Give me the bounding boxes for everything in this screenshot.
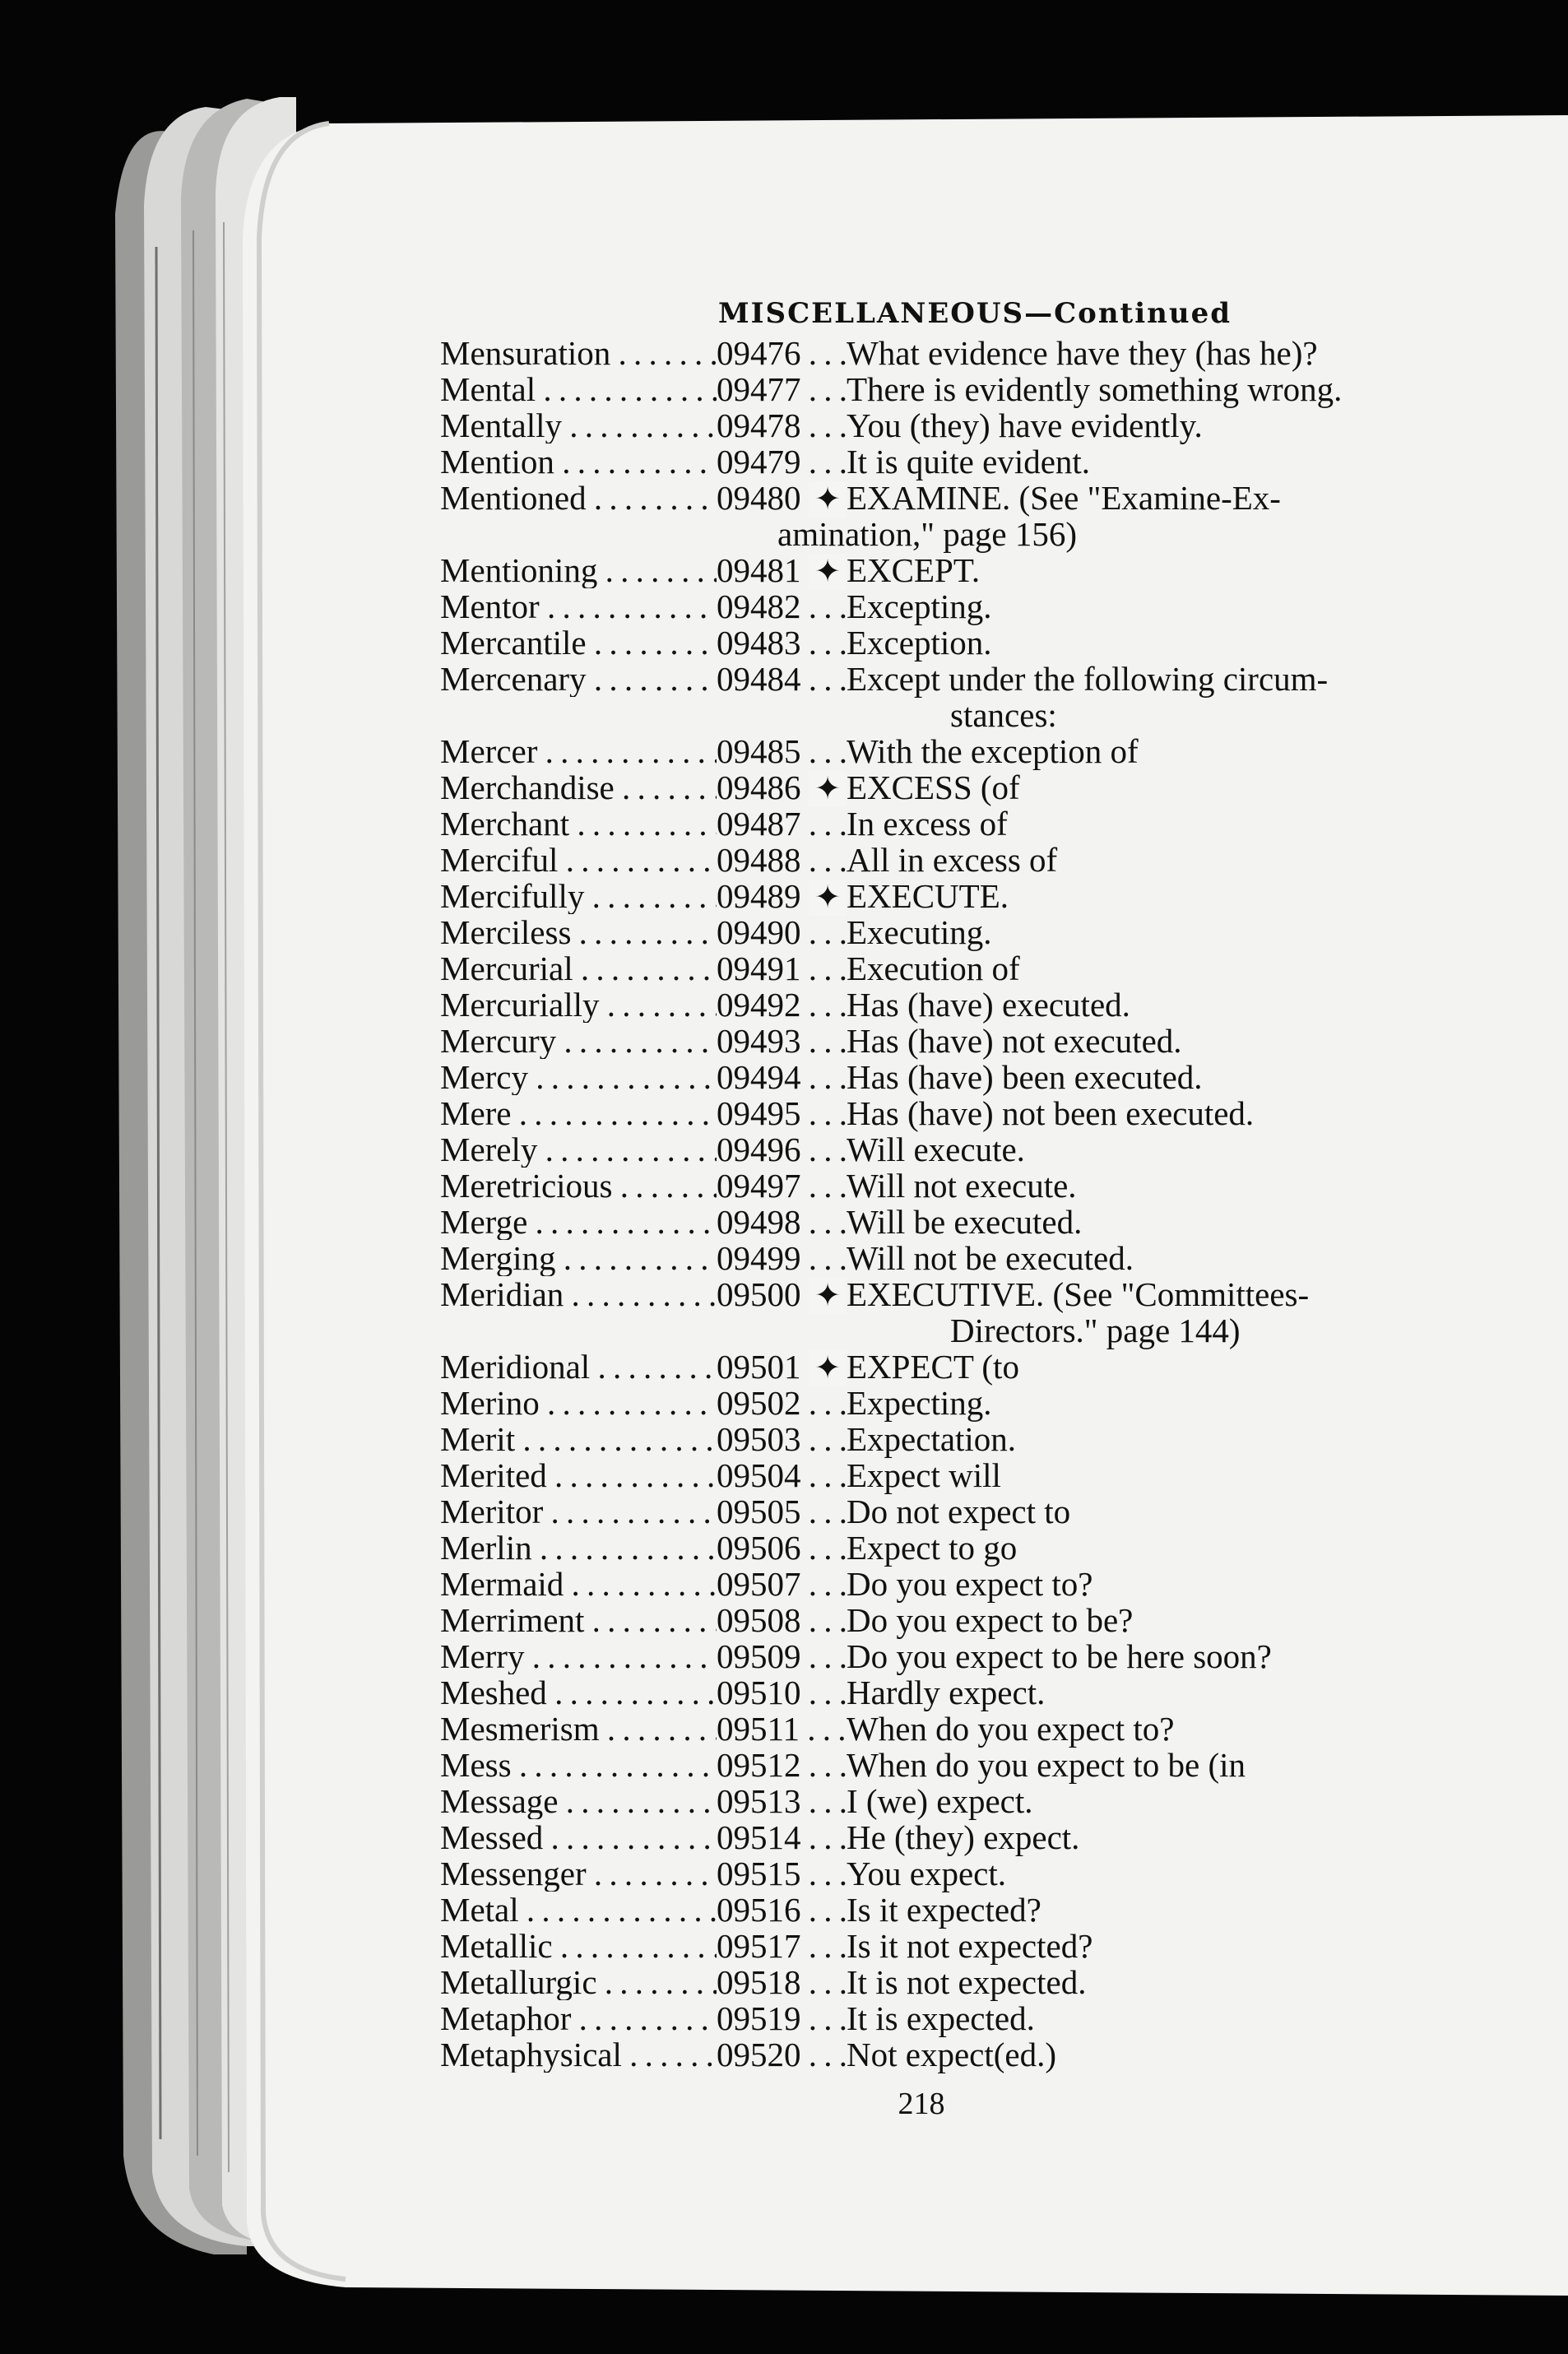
entry-word: Merit . . . bbox=[440, 1421, 717, 1457]
entry-meaning-continuation: amination," page 156) bbox=[777, 515, 1077, 553]
code-entry bbox=[440, 1493, 1542, 1530]
entry-code: 09504 . . . bbox=[717, 1457, 847, 1493]
code-entry bbox=[440, 1566, 1542, 1602]
entry-word: Meretricious . . . bbox=[440, 1168, 717, 1204]
code-entry bbox=[440, 1385, 1542, 1421]
entry-meaning: EXECUTE. bbox=[847, 877, 1009, 915]
section-heading: MISCELLANEOUS—Continued bbox=[718, 297, 1232, 330]
code-entry bbox=[440, 1711, 1542, 1747]
code-entry bbox=[440, 806, 1542, 842]
entry-code: 09518 . . . bbox=[717, 1964, 847, 2000]
entry-word: Meshed . . . bbox=[440, 1674, 717, 1711]
entry-meaning: Will not be executed. bbox=[847, 1239, 1134, 1277]
entry-word: Merely . . . bbox=[440, 1131, 717, 1168]
entry-meaning: EXCESS (of bbox=[847, 768, 1020, 806]
entry-meaning: Hardly expect. bbox=[847, 1674, 1046, 1711]
entry-code: 09479 . . . bbox=[717, 443, 847, 480]
entry-meaning: Expectation. bbox=[847, 1420, 1017, 1458]
entry-meaning: In excess of bbox=[847, 805, 1008, 843]
entry-code: 09491 . . . bbox=[717, 950, 847, 987]
entry-code: 09487 . . . bbox=[717, 806, 847, 842]
entry-word: Mercury . . . bbox=[440, 1023, 717, 1059]
entry-word: Mess . . . bbox=[440, 1747, 717, 1783]
entry-code: 09513 . . . bbox=[717, 1783, 847, 1819]
entry-word: Mentioning . . . bbox=[440, 552, 717, 588]
entry-word: Mesmerism . . . bbox=[440, 1711, 717, 1747]
entry-meaning: Exception. bbox=[847, 624, 992, 662]
entry-word: Mercenary . . . bbox=[440, 661, 717, 697]
code-entry bbox=[440, 1638, 1542, 1674]
entry-meaning: Has (have) been executed. bbox=[847, 1058, 1203, 1096]
entry-meaning: Except under the following circum- bbox=[847, 660, 1329, 698]
entry-word: Meridional . . . bbox=[440, 1349, 717, 1385]
code-entry-list bbox=[440, 335, 1542, 2073]
entry-word: Mercifully . . . bbox=[440, 878, 717, 914]
entry-word: Mere . . . bbox=[440, 1095, 717, 1131]
entry-word: Merited . . . bbox=[440, 1457, 717, 1493]
star-icon: ✦ bbox=[809, 771, 847, 807]
entry-word: Mercer . . . bbox=[440, 733, 717, 769]
entry-code: 09488 . . . bbox=[717, 842, 847, 878]
entry-code: 09512 . . . bbox=[717, 1747, 847, 1783]
entry-word: Merriment . . . bbox=[440, 1602, 717, 1638]
entry-code: 09498 . . . bbox=[717, 1204, 847, 1240]
entry-word: Merchandise . . . bbox=[440, 769, 717, 806]
entry-meaning: Expecting. bbox=[847, 1384, 992, 1422]
entry-word: Mercurially . . . bbox=[440, 987, 717, 1023]
entry-meaning: It is not expected. bbox=[847, 1963, 1087, 2001]
entry-code: 09503 . . . bbox=[717, 1421, 847, 1457]
entry-code: 09495 . . . bbox=[717, 1095, 847, 1131]
entry-code: 09484 . . . bbox=[717, 661, 847, 697]
star-icon: ✦ bbox=[809, 1350, 847, 1386]
entry-meaning: You (they) have evidently. bbox=[847, 406, 1203, 444]
entry-code: 09494 . . . bbox=[717, 1059, 847, 1095]
entry-code: 09502 . . . bbox=[717, 1385, 847, 1421]
star-icon: ✦ bbox=[809, 1278, 847, 1314]
code-entry bbox=[440, 1928, 1542, 1964]
entry-meaning: Will execute. bbox=[847, 1131, 1025, 1168]
code-entry bbox=[440, 335, 1542, 371]
entry-meaning: EXPECT (to bbox=[847, 1348, 1019, 1386]
entry-meaning: Do you expect to be? bbox=[847, 1601, 1134, 1639]
code-entry bbox=[440, 1131, 1542, 1168]
entry-word: Metal . . . bbox=[440, 1892, 717, 1928]
code-entry bbox=[440, 1674, 1542, 1711]
entry-meaning: Has (have) not executed. bbox=[847, 1022, 1182, 1060]
entry-word: Mensuration . . . bbox=[440, 335, 717, 371]
code-entry bbox=[440, 1530, 1542, 1566]
entry-code: 09509 . . . bbox=[717, 1638, 847, 1674]
code-entry bbox=[440, 2000, 1542, 2036]
entry-meaning: Do you expect to be here soon? bbox=[847, 1637, 1272, 1675]
entry-word: Merge . . . bbox=[440, 1204, 717, 1240]
entry-word: Message . . . bbox=[440, 1783, 717, 1819]
entry-word: Metallic . . . bbox=[440, 1928, 717, 1964]
entry-meaning: Has (have) executed. bbox=[847, 986, 1130, 1024]
entry-word: Merging . . . bbox=[440, 1240, 717, 1276]
code-entry bbox=[440, 1421, 1542, 1457]
code-entry bbox=[440, 1168, 1542, 1204]
entry-code: 09520 . . . bbox=[717, 2036, 847, 2073]
entry-word: Mental . . . bbox=[440, 371, 717, 407]
entry-meaning: Expect will bbox=[847, 1456, 1001, 1494]
entry-word: Metallurgic . . . bbox=[440, 1964, 717, 2000]
code-entry bbox=[440, 480, 1542, 552]
entry-code: 09505 . . . bbox=[717, 1493, 847, 1530]
code-entry bbox=[440, 1204, 1542, 1240]
entry-code: 09496 . . . bbox=[717, 1131, 847, 1168]
entry-meaning: EXAMINE. (See "Examine-Ex- bbox=[847, 479, 1281, 517]
code-entry bbox=[440, 624, 1542, 661]
entry-code: 09516 . . . bbox=[717, 1892, 847, 1928]
code-entry bbox=[440, 1059, 1542, 1095]
code-entry bbox=[440, 1783, 1542, 1819]
entry-code: 09485 . . . bbox=[717, 733, 847, 769]
code-entry bbox=[440, 1240, 1542, 1276]
page-text bbox=[440, 292, 1542, 2121]
entry-meaning: Will not execute. bbox=[847, 1167, 1077, 1205]
entry-meaning-continuation: stances: bbox=[950, 696, 1057, 734]
code-entry bbox=[440, 914, 1542, 950]
code-entry bbox=[440, 1349, 1542, 1385]
code-entry bbox=[440, 1892, 1542, 1928]
entry-meaning: Execution of bbox=[847, 949, 1020, 987]
entry-meaning: Executing. bbox=[847, 913, 992, 951]
entry-word: Mention . . . bbox=[440, 443, 717, 480]
code-entry bbox=[440, 1602, 1542, 1638]
code-entry bbox=[440, 371, 1542, 407]
code-entry bbox=[440, 443, 1542, 480]
entry-code: 09499 . . . bbox=[717, 1240, 847, 1276]
code-entry bbox=[440, 1095, 1542, 1131]
entry-meaning: With the exception of bbox=[847, 732, 1139, 770]
entry-meaning: All in excess of bbox=[847, 841, 1058, 879]
entry-meaning: EXECUTIVE. (See "Committees- bbox=[847, 1275, 1310, 1313]
entry-code: 09515 . . . bbox=[717, 1855, 847, 1892]
entry-code: 09480 . . . bbox=[717, 480, 847, 516]
entry-meaning: Is it not expected? bbox=[847, 1927, 1093, 1965]
entry-code: 09507 . . . bbox=[717, 1566, 847, 1602]
entry-code: 09497 . . . bbox=[717, 1168, 847, 1204]
entry-code: 09483 . . . bbox=[717, 624, 847, 661]
entry-meaning: Has (have) not been executed. bbox=[847, 1094, 1255, 1132]
entry-word: Mercantile . . . bbox=[440, 624, 717, 661]
entry-meaning: You expect. bbox=[847, 1855, 1006, 1892]
entry-code: 09493 . . . bbox=[717, 1023, 847, 1059]
entry-word: Messenger . . . bbox=[440, 1855, 717, 1892]
entry-word: Mentally . . . bbox=[440, 407, 717, 443]
page-number: 218 bbox=[898, 2087, 945, 2121]
entry-code: 09490 . . . bbox=[717, 914, 847, 950]
entry-word: Metaphysical . . . bbox=[440, 2036, 717, 2073]
entry-meaning: Do you expect to? bbox=[847, 1565, 1093, 1603]
entry-code: 09489 . . . bbox=[717, 878, 847, 914]
code-entry bbox=[440, 769, 1542, 806]
code-entry bbox=[440, 661, 1542, 733]
code-entry bbox=[440, 552, 1542, 588]
entry-code: 09510 . . . bbox=[717, 1674, 847, 1711]
code-entry bbox=[440, 733, 1542, 769]
entry-meaning: When do you expect to? bbox=[847, 1710, 1175, 1748]
entry-code: 09482 . . . bbox=[717, 588, 847, 624]
entry-code: 09517 . . . bbox=[717, 1928, 847, 1964]
code-entry bbox=[440, 1276, 1542, 1349]
entry-meaning-continuation: Directors." page 144) bbox=[950, 1312, 1241, 1349]
entry-meaning: It is quite evident. bbox=[847, 443, 1091, 481]
entry-word: Mercurial . . . bbox=[440, 950, 717, 987]
entry-code: 09492 . . . bbox=[717, 987, 847, 1023]
code-entry bbox=[440, 1457, 1542, 1493]
entry-code: 09481 . . . bbox=[717, 552, 847, 588]
entry-code: 09500 . . . bbox=[717, 1276, 847, 1312]
entry-word: Mercy . . . bbox=[440, 1059, 717, 1095]
entry-word: Merlin . . . bbox=[440, 1530, 717, 1566]
entry-meaning: Not expect(ed.) bbox=[847, 2036, 1056, 2073]
entry-word: Merry . . . bbox=[440, 1638, 717, 1674]
entry-code: 09506 . . . bbox=[717, 1530, 847, 1566]
code-entry bbox=[440, 1964, 1542, 2000]
entry-meaning: Excepting. bbox=[847, 587, 992, 625]
code-entry bbox=[440, 987, 1542, 1023]
star-icon: ✦ bbox=[809, 554, 847, 590]
entry-code: 09511 . . . bbox=[717, 1711, 847, 1747]
entry-word: Metaphor . . . bbox=[440, 2000, 717, 2036]
entry-meaning: I (we) expect. bbox=[847, 1782, 1033, 1820]
entry-meaning: EXCEPT. bbox=[847, 551, 981, 589]
star-icon: ✦ bbox=[809, 880, 847, 916]
entry-code: 09514 . . . bbox=[717, 1819, 847, 1855]
entry-code: 09478 . . . bbox=[717, 407, 847, 443]
code-entry bbox=[440, 588, 1542, 624]
entry-code: 09519 . . . bbox=[717, 2000, 847, 2036]
entry-word: Merino . . . bbox=[440, 1385, 717, 1421]
entry-meaning: Do not expect to bbox=[847, 1493, 1071, 1530]
entry-code: 09477 . . . bbox=[717, 371, 847, 407]
code-entry bbox=[440, 950, 1542, 987]
entry-word: Messed . . . bbox=[440, 1819, 717, 1855]
entry-word: Merchant . . . bbox=[440, 806, 717, 842]
entry-meaning: Expect to go bbox=[847, 1529, 1018, 1567]
star-icon: ✦ bbox=[809, 481, 847, 518]
code-entry bbox=[440, 1855, 1542, 1892]
entry-word: Meridian . . . bbox=[440, 1276, 717, 1312]
entry-word: Merciful . . . bbox=[440, 842, 717, 878]
entry-word: Meritor . . . bbox=[440, 1493, 717, 1530]
entry-word: Mentor . . . bbox=[440, 588, 717, 624]
code-entry bbox=[440, 878, 1542, 914]
code-entry bbox=[440, 2036, 1542, 2073]
entry-word: Merciless . . . bbox=[440, 914, 717, 950]
entry-meaning: There is evidently something wrong. bbox=[847, 370, 1343, 408]
entry-code: 09508 . . . bbox=[717, 1602, 847, 1638]
entry-word: Mermaid . . . bbox=[440, 1566, 717, 1602]
code-entry bbox=[440, 1747, 1542, 1783]
entry-word: Mentioned . . . bbox=[440, 480, 717, 516]
entry-code: 09501 . . . bbox=[717, 1349, 847, 1385]
entry-meaning: Is it expected? bbox=[847, 1891, 1041, 1929]
entry-code: 09476 . . . bbox=[717, 335, 847, 371]
entry-meaning: Will be executed. bbox=[847, 1203, 1083, 1241]
code-entry bbox=[440, 407, 1542, 443]
entry-meaning: It is expected. bbox=[847, 1999, 1035, 2037]
entry-meaning: He (they) expect. bbox=[847, 1818, 1080, 1856]
entry-meaning: What evidence have they (has he)? bbox=[847, 334, 1318, 372]
entry-code: 09486 . . . bbox=[717, 769, 847, 806]
code-entry bbox=[440, 1023, 1542, 1059]
code-entry bbox=[440, 842, 1542, 878]
entry-meaning: When do you expect to be (in bbox=[847, 1746, 1246, 1784]
code-entry bbox=[440, 1819, 1542, 1855]
